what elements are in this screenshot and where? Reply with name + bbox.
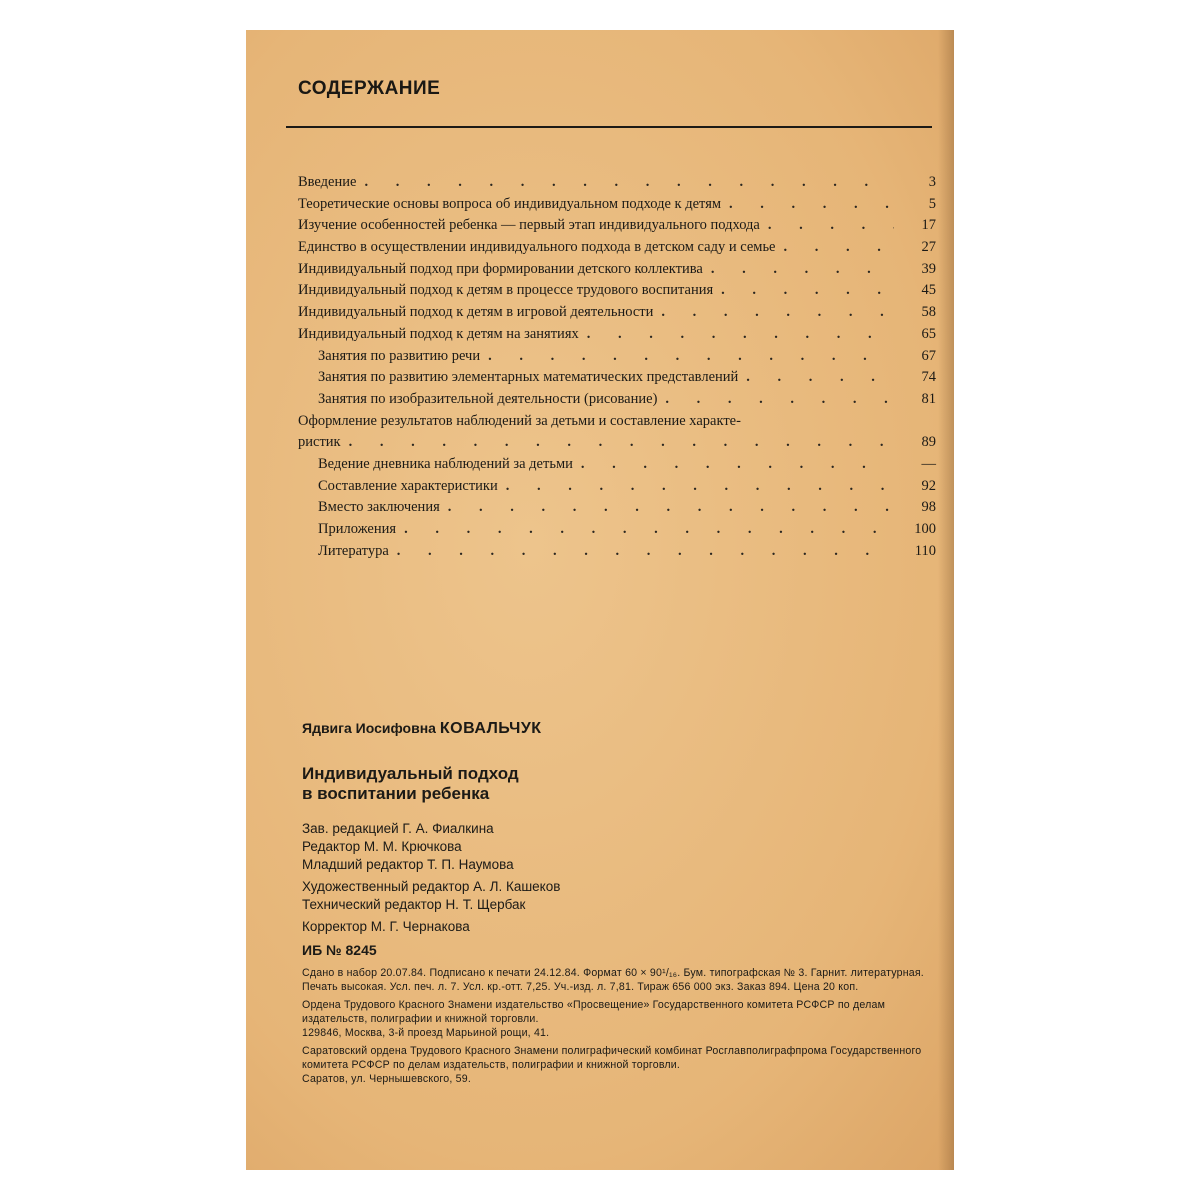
toc-entry bbox=[298, 497, 936, 519]
toc-entry-page: 100 bbox=[914, 521, 936, 537]
toc-entry-page: 3 bbox=[928, 174, 936, 190]
author-surname: КОВАЛЬЧУК bbox=[439, 720, 542, 737]
credits-list bbox=[302, 820, 942, 936]
printer-name: Саратовский ордена Трудового Красного Знамени полиграфический комбинат Росглавполиграфпрома Государственного комитета РСФСР по делам издательств, полиграфии и книжной торговли. bbox=[302, 1045, 922, 1071]
toc-leader-dots bbox=[711, 259, 894, 281]
toc-entry-title: Занятия по развитию речи bbox=[318, 347, 481, 364]
printer-address: Саратов, ул. Чернышевского, 59. bbox=[302, 1073, 471, 1085]
imprint-block bbox=[302, 720, 942, 1090]
credit-line: Редактор М. М. Крючкова bbox=[302, 839, 462, 854]
toc-entry-title: Индивидуальный подход к детям на занятиях bbox=[298, 325, 579, 342]
toc-entry-page: 17 bbox=[921, 217, 936, 234]
toc-leader-dots bbox=[364, 172, 894, 194]
toc-entry-page: 92 bbox=[921, 477, 936, 494]
toc-entry bbox=[298, 194, 936, 216]
toc-entry-title: Приложения bbox=[318, 521, 397, 537]
toc-leader-dots bbox=[665, 389, 894, 411]
toc-entry bbox=[298, 367, 936, 389]
toc-entry-page: 27 bbox=[921, 239, 936, 256]
toc-leader-dots bbox=[721, 280, 894, 302]
toc-entry-title: Занятия по развитию элементарных математических представлений bbox=[318, 369, 739, 386]
toc-entry bbox=[298, 324, 936, 346]
heading-rule bbox=[286, 126, 932, 128]
publisher-address: 129846, Москва, 3-й проезд Марьиной рощи, 41. bbox=[302, 1027, 550, 1039]
toc-entry bbox=[298, 280, 936, 302]
toc-entry bbox=[298, 215, 936, 237]
toc-entry bbox=[298, 389, 936, 411]
toc-entry-title: Составление характеристики bbox=[318, 477, 498, 494]
toc-entry bbox=[298, 237, 936, 259]
credit-line: Корректор М. Г. Чернакова bbox=[302, 919, 470, 934]
toc-entry-page: 58 bbox=[921, 304, 936, 321]
toc-entry-page: 39 bbox=[921, 260, 936, 277]
toc-entry bbox=[298, 172, 936, 194]
toc-entry-page: 81 bbox=[921, 390, 936, 407]
toc-entry-page: 5 bbox=[928, 195, 936, 212]
toc-entry-title: Литература bbox=[318, 542, 389, 559]
toc-entry-page: 89 bbox=[921, 434, 936, 451]
toc-entry bbox=[298, 476, 936, 498]
toc-entry-title: Теоретические основы вопроса об индивидуальном подходе к детям bbox=[298, 195, 722, 212]
credit-line: Технический редактор Н. Т. Щербак bbox=[302, 897, 526, 912]
toc-entry-title: Единство в осуществлении индивидуального подхода в детском саду и семье bbox=[298, 239, 776, 256]
toc-entry-title: Индивидуальный подход при формировании детского коллектива bbox=[298, 260, 703, 277]
book-title-line-2: в воспитании ребенка bbox=[302, 784, 490, 803]
toc-leader-dots bbox=[581, 454, 894, 476]
credit-line: Зав. редакцией Г. А. Фиалкина bbox=[302, 821, 494, 836]
toc-entry bbox=[298, 541, 936, 563]
toc-entry bbox=[298, 346, 936, 368]
toc-entry-title: Вместо заключения bbox=[318, 499, 440, 516]
toc-entry bbox=[298, 259, 936, 281]
credit-line: Младший редактор Т. П. Наумова bbox=[302, 857, 514, 872]
toc-entry-page: 45 bbox=[921, 282, 936, 299]
author-name: Ядвига Иосифовна bbox=[302, 720, 436, 736]
toc-leader-dots bbox=[768, 215, 894, 237]
toc-leader-dots bbox=[448, 497, 894, 519]
toc-entry-title: Индивидуальный подход к детям в процессе трудового воспитания bbox=[298, 282, 714, 299]
table-of-contents bbox=[298, 172, 936, 562]
book-page bbox=[246, 30, 954, 1170]
toc-entry-page: 110 bbox=[914, 542, 936, 559]
print-details: Сдано в набор 20.07.84. Подписано к печати 24.12.84. Формат 60 × 90¹/₁₆. Бум. типографская № 3. Гарнит. литературная. Печать высокая. Усл. печ. л. 7. Усл. кр.-отт. 7,25. Уч.-изд. л. 7,81. Тираж 656 000 экз. Заказ 894. Цена 20 коп. bbox=[302, 967, 924, 993]
toc-leader-dots bbox=[506, 476, 894, 498]
toc-entry bbox=[298, 302, 936, 324]
credit-line: Художественный редактор А. Л. Кашеков bbox=[302, 879, 561, 894]
toc-leader-dots bbox=[488, 346, 894, 368]
toc-leader-dots bbox=[784, 237, 895, 259]
contents-heading: СОДЕРЖАНИЕ bbox=[298, 78, 441, 99]
toc-leader-dots bbox=[587, 324, 894, 346]
toc-entry-title: Индивидуальный подход к детям в игровой деятельности bbox=[298, 304, 654, 321]
toc-leader-dots bbox=[729, 194, 894, 216]
toc-leader-dots bbox=[746, 367, 894, 389]
toc-leader-dots bbox=[661, 302, 894, 324]
toc-entry-title: Оформление результатов наблюдений за детьми и составление характе- bbox=[298, 412, 741, 429]
ib-number: ИБ № 8245 bbox=[302, 942, 377, 958]
toc-entry bbox=[298, 432, 936, 454]
publisher-info bbox=[302, 998, 942, 1040]
toc-entry-title: Изучение особенностей ребенка — первый этап индивидуального подхода bbox=[298, 217, 760, 234]
toc-entry-page: 65 bbox=[921, 325, 936, 342]
toc-entry-page: 67 bbox=[921, 347, 936, 364]
toc-leader-dots bbox=[397, 541, 894, 563]
toc-entry-title: Введение bbox=[298, 174, 357, 190]
toc-entry-title: ристик bbox=[298, 434, 341, 451]
toc-entry bbox=[298, 519, 936, 541]
printer-info bbox=[302, 1044, 942, 1086]
toc-entry-title: Ведение дневника наблюдений за детьми bbox=[318, 455, 573, 472]
toc-leader-dots bbox=[404, 519, 894, 541]
toc-entry-page: 98 bbox=[921, 499, 936, 516]
toc-entry-page: — bbox=[921, 455, 936, 472]
toc-leader-dots bbox=[349, 432, 894, 454]
toc-entry-page: 74 bbox=[921, 369, 936, 386]
author-line bbox=[302, 720, 942, 738]
toc-entry-title: Занятия по изобразительной деятельности (рисование) bbox=[318, 390, 658, 407]
toc-entry bbox=[298, 411, 936, 433]
book-title bbox=[302, 764, 942, 804]
toc-entry bbox=[298, 454, 936, 476]
book-title-line-1: Индивидуальный подход bbox=[302, 764, 519, 783]
publisher-name: Ордена Трудового Красного Знамени издательство «Просвещение» Государственного комитета РСФСР по делам издательств, полиграфии и книжной торговли. bbox=[302, 999, 886, 1025]
